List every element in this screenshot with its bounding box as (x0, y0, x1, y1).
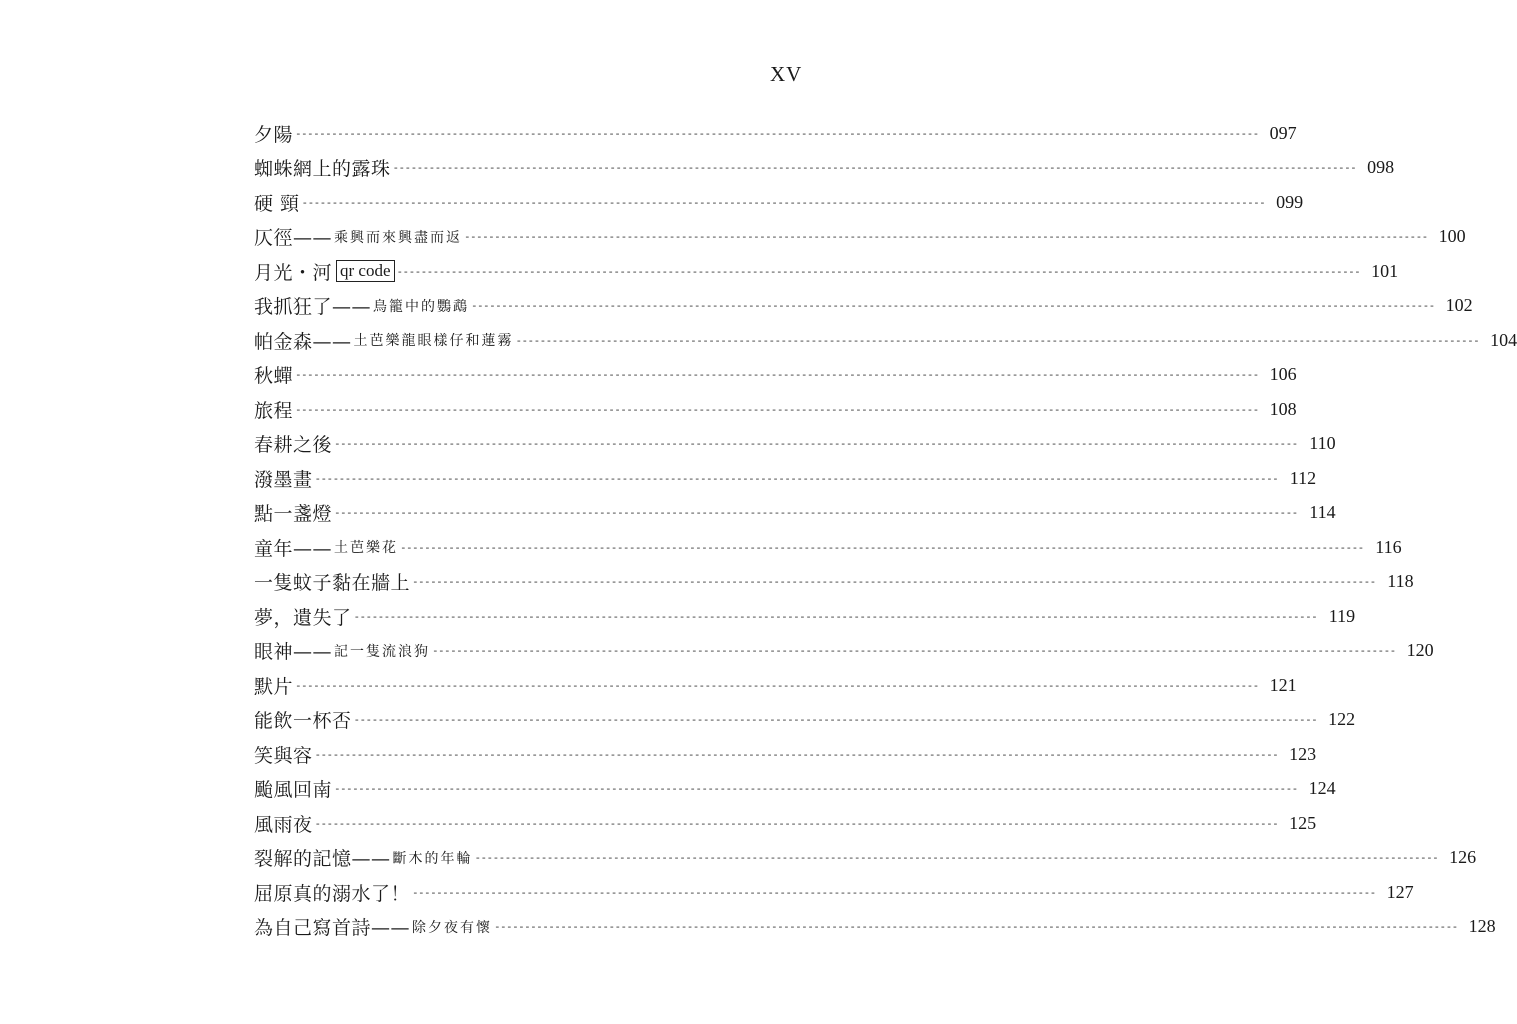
toc-entry (254, 565, 1414, 600)
toc-entry-title: 點一盞燈 (254, 503, 333, 526)
toc-entry (254, 254, 1399, 289)
toc-entry-title: 我抓狂了—— (254, 296, 372, 319)
toc-entry (254, 599, 1356, 634)
toc-entry-title: 旅程 (254, 399, 294, 422)
toc-entry-page: 121 (1269, 674, 1297, 695)
toc-entry-page: 110 (1309, 433, 1336, 454)
dot-leader: ---------------------------------------------------------------------------------------------------------------------------------------------------------------- (334, 437, 1298, 451)
toc-entry (254, 668, 1297, 703)
toc-entry-page: 108 (1269, 398, 1297, 419)
dot-leader: ---------------------------------------------------------------------------------------------------------------------------------------------------------------- (412, 575, 1376, 589)
toc-entry-page: 098 (1367, 157, 1395, 178)
toc-entry-page: 118 (1387, 571, 1414, 592)
dot-leader: ---------------------------------------------------------------------------------------------------------------------------------------------------------------- (334, 506, 1298, 520)
toc-entry-title: 能飲一杯否 (254, 710, 352, 733)
toc-entry-page: 106 (1269, 364, 1297, 385)
dot-leader: ---------------------------------------------------------------------------------------------------------------------------------------------------------------- (392, 161, 1357, 175)
toc-entry-page: 114 (1309, 502, 1336, 523)
toc-entry-title: 笑與容 (254, 744, 313, 767)
dot-leader: ---------------------------------------------------------------------------------------------------------------------------------------------------------------- (295, 678, 1259, 692)
toc-entry (254, 703, 1356, 738)
dot-leader: ---------------------------------------------------------------------------------------------------------------------------------------------------------------- (515, 333, 1480, 347)
dot-leader: ---------------------------------------------------------------------------------------------------------------------------------------------------------------- (314, 747, 1279, 761)
toc-entry (254, 116, 1297, 151)
toc-entry-title: 童年—— (254, 537, 333, 560)
toc-entry-page: 116 (1375, 536, 1402, 557)
toc-entry (254, 737, 1317, 772)
toc-entry-title: 夢，遺失了 (254, 606, 352, 629)
dot-leader: ---------------------------------------------------------------------------------------------------------------------------------------------------------------- (314, 816, 1279, 830)
toc-entry-title: 裂解的記憶—— (254, 848, 391, 871)
toc-entry-title: 春耕之後 (254, 434, 333, 457)
toc-entry-page: 112 (1289, 467, 1317, 488)
toc-entry-page: 104 (1490, 329, 1517, 350)
toc-entry-page: 101 (1371, 260, 1399, 281)
dot-leader: ---------------------------------------------------------------------------------------------------------------------------------------------------------------- (474, 851, 1439, 865)
toc-entry-page: 097 (1269, 122, 1297, 143)
toc-entry-page: 123 (1289, 743, 1317, 764)
toc-entry (254, 875, 1414, 910)
dot-leader: ---------------------------------------------------------------------------------------------------------------------------------------------------------------- (400, 540, 1364, 554)
toc-entry-page: 122 (1328, 709, 1356, 730)
toc-entry-title: 屈原真的溺水了！ (254, 882, 411, 905)
dot-leader: ---------------------------------------------------------------------------------------------------------------------------------------------------------------- (334, 782, 1298, 796)
dot-leader: ---------------------------------------------------------------------------------------------------------------------------------------------------------------- (353, 713, 1318, 727)
dot-leader: ---------------------------------------------------------------------------------------------------------------------------------------------------------------- (295, 402, 1259, 416)
toc-entry-title: 秋蟬 (254, 365, 294, 388)
dot-leader: ---------------------------------------------------------------------------------------------------------------------------------------------------------------- (412, 885, 1376, 899)
toc-entry-title: 颱風回南 (254, 779, 333, 802)
toc-entry (254, 772, 1336, 807)
dot-leader: ---------------------------------------------------------------------------------------------------------------------------------------------------------------- (494, 920, 1458, 934)
toc-entry-subtitle: 鳥籠中的鸚鵡 (373, 298, 470, 315)
toc-entry-page: 099 (1276, 191, 1304, 212)
toc-entry-subtitle: 土芭樂龍眼樣仔和蓮霧 (353, 333, 514, 350)
toc-entry (254, 392, 1297, 427)
toc-entry-page: 102 (1445, 295, 1473, 316)
toc-entry-title: 眼神—— (254, 641, 333, 664)
toc-entry (254, 151, 1395, 186)
toc-entry-title: 仄徑—— (254, 227, 333, 250)
toc-entry (254, 461, 1317, 496)
dot-leader: ---------------------------------------------------------------------------------------------------------------------------------------------------------------- (464, 230, 1428, 244)
toc-entry (254, 427, 1336, 462)
toc-entry-title: 一隻蚊子黏在牆上 (254, 572, 411, 595)
toc-entry-subtitle: 記一隻流浪狗 (334, 643, 431, 660)
toc-entry-page: 127 (1386, 881, 1414, 902)
dot-leader: ---------------------------------------------------------------------------------------------------------------------------------------------------------------- (295, 126, 1259, 140)
toc-entry-title: 為自己寫首詩—— (254, 917, 411, 940)
toc-entry-title: 帕金森—— (254, 330, 352, 353)
table-of-contents (254, 116, 1517, 944)
toc-entry-title: 默片 (254, 675, 294, 698)
toc-entry-page: 128 (1468, 916, 1496, 937)
toc-entry-page: 125 (1289, 812, 1317, 833)
toc-entry-subtitle: 斷木的年輪 (392, 850, 473, 867)
toc-entry (254, 185, 1304, 220)
dot-leader: ---------------------------------------------------------------------------------------------------------------------------------------------------------------- (301, 195, 1266, 209)
dot-leader: ---------------------------------------------------------------------------------------------------------------------------------------------------------------- (353, 609, 1318, 623)
toc-entry (254, 806, 1317, 841)
dot-leader: ---------------------------------------------------------------------------------------------------------------------------------------------------------------- (295, 368, 1259, 382)
toc-entry (254, 634, 1434, 669)
toc-entry (254, 496, 1336, 531)
toc-entry (254, 289, 1473, 324)
toc-entry-page: 100 (1438, 226, 1466, 247)
toc-entry (254, 220, 1466, 255)
toc-entry (254, 910, 1496, 945)
toc-entry-title: 蜘蛛網上的露珠 (254, 158, 391, 181)
toc-entry-page: 126 (1449, 847, 1477, 868)
dot-leader: ---------------------------------------------------------------------------------------------------------------------------------------------------------------- (471, 299, 1435, 313)
dot-leader: ---------------------------------------------------------------------------------------------------------------------------------------------------------------- (396, 264, 1361, 278)
toc-entry-title: 月光・河 (254, 261, 333, 284)
toc-entry-page: 119 (1328, 605, 1356, 626)
toc-entry-page: 120 (1406, 640, 1434, 661)
toc-entry-page: 124 (1308, 778, 1336, 799)
dot-leader: ---------------------------------------------------------------------------------------------------------------------------------------------------------------- (314, 471, 1279, 485)
toc-entry (254, 323, 1517, 358)
toc-entry-title: 硬 頸 (254, 192, 300, 215)
toc-entry-title: 風雨夜 (254, 813, 313, 836)
qr-code-placeholder: qr code (336, 260, 395, 282)
toc-entry-subtitle: 土芭樂花 (334, 540, 399, 557)
toc-entry-subtitle: 除夕夜有懷 (412, 919, 493, 936)
toc-entry (254, 841, 1477, 876)
toc-entry-title: 潑墨畫 (254, 468, 313, 491)
toc-entry-subtitle: 乘興而來興盡而返 (334, 229, 463, 246)
dot-leader: ---------------------------------------------------------------------------------------------------------------------------------------------------------------- (432, 644, 1396, 658)
toc-entry-title: 夕陽 (254, 123, 294, 146)
toc-entry (254, 530, 1402, 565)
page-number: XV (770, 62, 803, 86)
toc-entry (254, 358, 1297, 393)
